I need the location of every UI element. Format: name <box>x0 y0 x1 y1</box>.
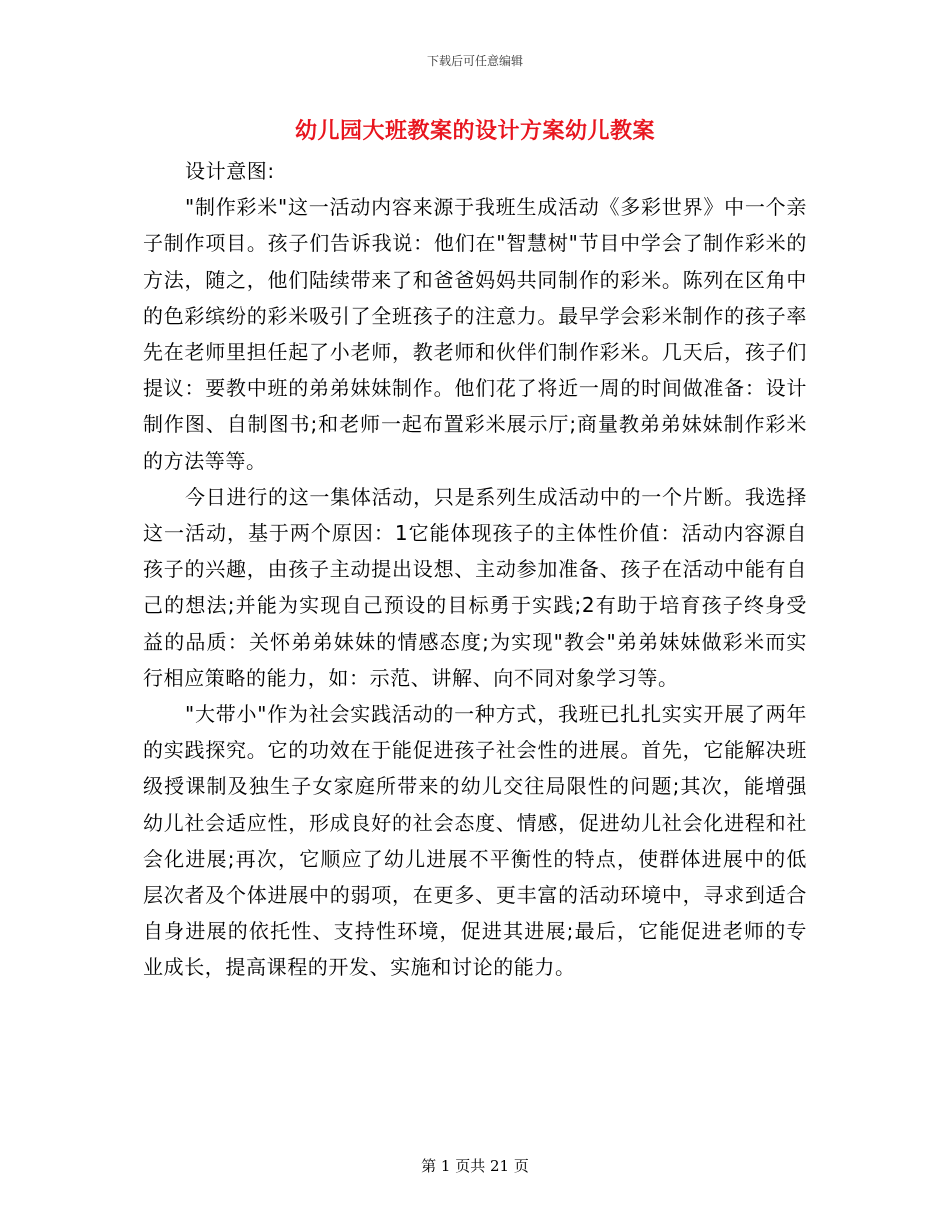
paragraph-2: 今日进行的这一集体活动，只是系列生成活动中的一个片断。我选择这一活动，基于两个原因：1它能体现孩子的主体性价值：活动内容源自孩子的兴趣，由孩子主动提出设想、主动参加准备、孩子在活动中能有自己的想法;并能为实现自己预设的目标勇于实践;2有助于培育孩子终身受益的品质：关怀弟弟妹妹的情感态度;为实现"教会"弟弟妹妹做彩米而实行相应策略的能力，如：示范、讲解、向不同对象学习等。 <box>143 484 807 690</box>
document-title: 幼儿园大班教案的设计方案幼儿教案 <box>294 118 655 144</box>
document-body <box>143 153 807 986</box>
paragraph-3: "大带小"作为社会实践活动的一种方式，我班已扎扎实实开展了两年的实践探究。它的功效在于能促进孩子社会性的进展。首先，它能解决班级授课制及独生子女家庭所带来的幼儿交往局限性的问题;其次，能增强幼儿社会适应性，形成良好的社会态度、情感，促进幼儿社会化进程和社会化进展;再次，它顺应了幼儿进展不平衡性的特点，使群体进展中的低层次者及个体进展中的弱项，在更多、更丰富的活动环境中，寻求到适合自身进展的依托性、支持性环境，促进其进展;最后，它能促进老师的专业成长，提高课程的开发、实施和讨论的能力。 <box>143 702 807 980</box>
page-header: 下载后可任意编辑 <box>426 54 523 68</box>
paragraph-design-intent-heading: 设计意图: <box>185 159 275 183</box>
paragraph-1: "制作彩米"这一活动内容来源于我班生成活动《多彩世界》中一个亲子制作项目。孩子们告诉我说：他们在"智慧树"节目中学会了制作彩米的方法，随之，他们陆续带来了和爸爸妈妈共同制作的彩米。陈列在区角中的色彩缤纷的彩米吸引了全班孩子的注意力。最早学会彩米制作的孩子率先在老师里担任起了小老师，教老师和伙伴们制作彩米。几天后，孩子们提议：要教中班的弟弟妹妹制作。他们花了将近一周的时间做准备：设计制作图、自制图书;和老师一起布置彩米展示厅;商量教弟弟妹妹制作彩米的方法等等。 <box>143 195 807 473</box>
page-number: 第 1 页共 21 页 <box>421 1157 529 1175</box>
